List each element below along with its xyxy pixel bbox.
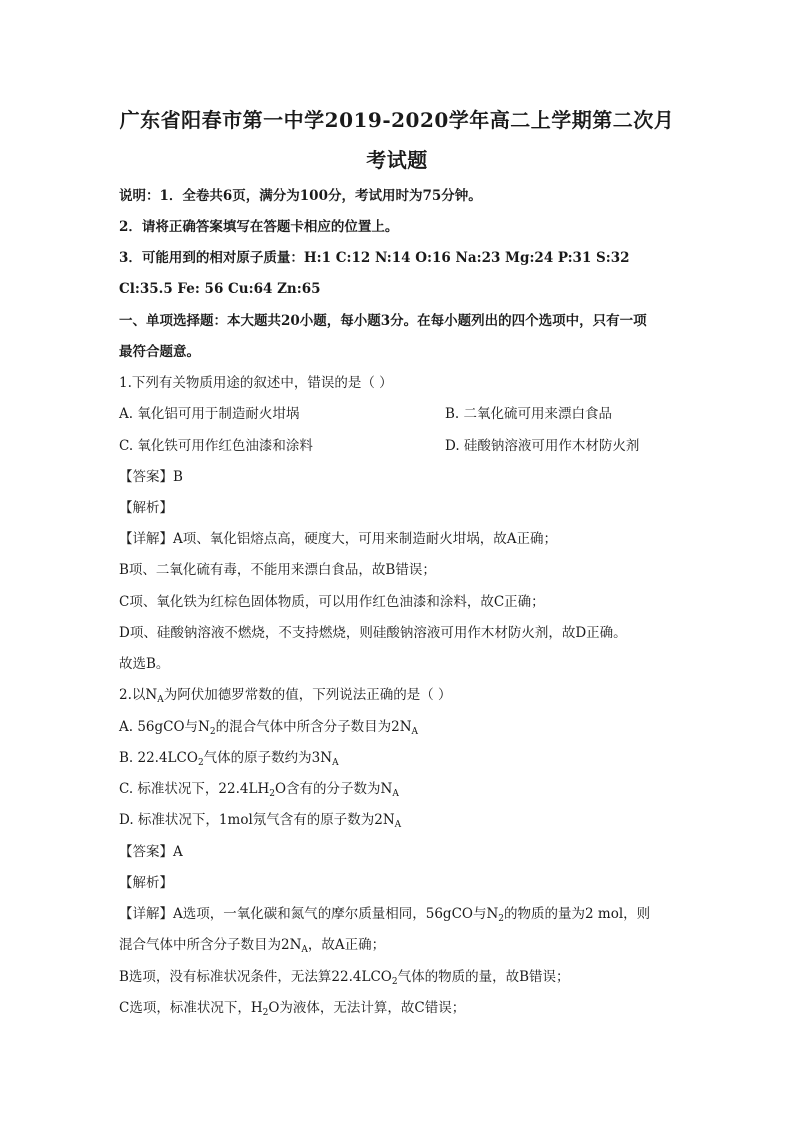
document-title-line2: 考试题 [366,148,428,172]
question-1-analysis-label: 【解析】 [119,500,173,516]
question-2-option-a: A. 56gCO与$N_2$的混合气体中所含分子数目为$2N_A$ [119,719,419,737]
question-1-answer: 【答案】B [119,469,183,485]
question-2-stem: 2.以$N_A$为阿伏加德罗常数的值，下列说法正确的是（ ） [119,687,452,705]
section-heading-line1: 一、单项选择题：本大题共20小题，每小题3分。在每小题列出的四个选项中，只有一项 [119,313,647,329]
question-2-analysis-label: 【解析】 [119,875,173,891]
question-2-answer: 【答案】A [119,844,183,860]
section-heading-line2: 最符合题意。 [119,344,200,360]
instruction-1: 说明：1．全卷共6页，满分为100分，考试用时为75分钟。 [119,188,482,204]
question-1-option-c: C. 氧化铁可用作红色油漆和涂料 [119,438,313,454]
question-2-detail-2: 混合气体中所含分子数目为$2N_A$，故A正确； [119,937,386,955]
question-1-detail-1: 【详解】A项、氧化铝熔点高，硬度大，可用来制造耐火坩埚，故A正确； [119,531,557,547]
question-2-option-c: C. 标准状况下，$22.4LH_2O$含有的分子数为$N_A$ [119,781,399,799]
question-1-detail-3: C项、氧化铁为红棕色固体物质，可以用作红色油漆和涂料，故C正确； [119,594,545,610]
document-title-line1: 广东省阳春市第一中学2019-2020学年高二上学期第二次月 [119,108,675,132]
question-1-stem: 1.下列有关物质用途的叙述中，错误的是（ ） [119,375,393,391]
question-2-detail-1: 【详解】A选项，一氧化碳和氮气的摩尔质量相同，56gCO与$N_2$的物质的量为2 mol，则 [119,906,651,924]
instruction-2: 2．请将正确答案填写在答题卡相应的位置上。 [119,219,399,235]
question-1-detail-2: B项、二氧化硫有毒，不能用来漂白食品，故B错误； [119,562,436,578]
question-2-detail-4: C选项，标准状况下，$H_2O$为液体，无法计算，故C错误； [119,1000,466,1018]
instruction-4: Cl:35.5 Fe: 56 Cu:64 Zn:65 [119,281,321,297]
question-1-conclusion: 故选B。 [119,656,170,672]
question-2-option-b: B. $22.4LCO_2$气体的原子数约为$3N_A$ [119,750,339,768]
instruction-3: 3．可能用到的相对原子质量：H:1 C:12 N:14 O:16 Na:23 Mg:24 P:31 S:32 [119,250,630,266]
question-1-option-d: D. 硅酸钠溶液可用作木材防火剂 [445,438,640,454]
question-1-detail-4: D项、硅酸钠溶液不燃烧，不支持燃烧，则硅酸钠溶液可用作木材防火剂，故D正确。 [119,625,627,641]
question-1-option-b: B. 二氧化硫可用来漂白食品 [445,406,613,422]
question-2-option-d: D. 标准状况下，1mol氖气含有的原子数为$2N_A$ [119,812,402,830]
question-1-option-a: A. 氧化铝可用于制造耐火坩埚 [119,406,300,422]
question-2-detail-3: B选项，没有标准状况条件，无法算$22.4LCO_2$气体的物质的量，故B错误； [119,969,570,987]
